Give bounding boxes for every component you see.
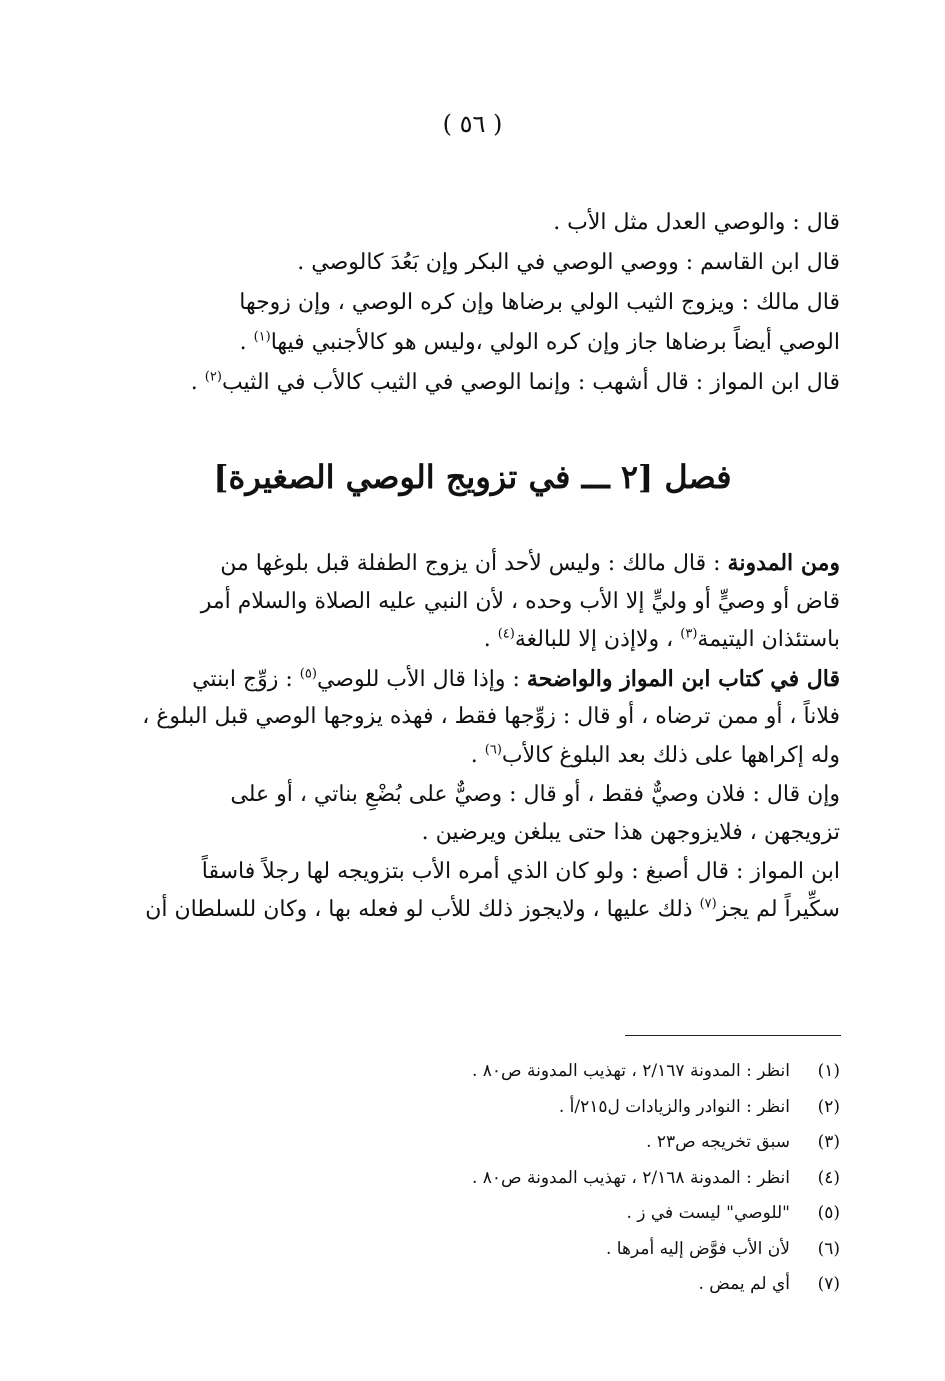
- footnote: [300, 1125, 840, 1161]
- footnote-number: (٤): [817, 1167, 840, 1188]
- body-paragraphs: [68, 544, 840, 930]
- line-tail: ذلك عليها ، ولايجوز ذلك للأب لو فعله بها ، وكان للسلطان أن: [145, 897, 700, 923]
- line-tail: .: [239, 330, 254, 355]
- footnote: [300, 1054, 840, 1090]
- footnote-ref[interactable]: (٧): [699, 897, 717, 913]
- section-heading: فصل [٢ ـــ في تزويج الوصي الصغيرة]: [213, 458, 732, 496]
- line-text: تزويجهن ، فلايزوجهن هذا حتى يبلغن ويرضين .: [421, 820, 840, 846]
- lead-phrase: قال في كتاب ابن المواز والواضحة: [526, 665, 840, 692]
- footnote-text: أي لم يمض .: [698, 1274, 790, 1294]
- footnote: [300, 1090, 840, 1126]
- text-line: [68, 283, 840, 323]
- footnote-ref[interactable]: (٦): [484, 742, 502, 758]
- line-tail: .: [483, 627, 498, 653]
- text-line: [68, 583, 840, 622]
- text-line: [68, 853, 840, 892]
- footnote-text: انظر : النوادر والزيادات ل٢١٥/أ .: [558, 1096, 790, 1117]
- text-line: [68, 891, 840, 930]
- text-line: [68, 323, 840, 363]
- text-line: [68, 660, 840, 699]
- text-line: [68, 698, 840, 737]
- text-line: [68, 814, 840, 853]
- line-text: سكِّيراً لم يجز: [716, 897, 840, 923]
- text-line: [68, 203, 840, 243]
- line-text: قال مالك : ويزوج الثيب الولي برضاها وإن كره الوصي ، وإن زوجها: [239, 290, 840, 315]
- footnote-ref[interactable]: (٥): [299, 666, 317, 682]
- text-line: [68, 621, 840, 660]
- line-text: قال ابن القاسم : ووصي الوصي في البكر وإن بَعُدَ كالوصي .: [297, 250, 840, 275]
- footnote-text: سبق تخريجه ص٢٣ .: [646, 1132, 790, 1152]
- line-text: قال ابن المواز : قال أشهب : وإنما الوصي في الثيب كالأب في الثيب: [221, 370, 840, 395]
- line-text: : وإذا قال الأب للوصي: [316, 666, 527, 692]
- intro-paragraphs: [68, 203, 840, 403]
- line-text: الوصي أيضاً برضاها جاز وإن كره الولي ،وليس هو كالأجنبي فيها: [270, 330, 840, 355]
- text-line: [68, 544, 840, 583]
- footnote-text: انظر : المدونة ٢/١٦٧ ، تهذيب المدونة ص٨٠ .: [471, 1061, 790, 1081]
- footnote-ref[interactable]: (٢): [204, 369, 222, 385]
- line-text: وله إكراهها على ذلك بعد البلوغ كالأب: [501, 742, 840, 768]
- footnote-number: (٦): [817, 1238, 840, 1259]
- line-text: قاض أو وصيٍّ أو وليٍّ إلا الأب وحده ، لأن النبي عليه الصلاة والسلام أمر: [200, 588, 840, 614]
- footnote-text: انظر : المدونة ٢/١٦٨ ، تهذيب المدونة ص٨٠ .: [471, 1167, 790, 1188]
- footnote-text: "للوصي" ليست في ز .: [626, 1203, 790, 1223]
- line-text: وإن قال : فلان وصيٌّ فقط ، أو قال : وصيٌّ على بُضْعِ بناتي ، أو على: [230, 781, 840, 807]
- line-tail: : زوِّج ابنتي: [192, 666, 300, 692]
- footnote-divider: [625, 1035, 841, 1036]
- lead-phrase: ومن المدونة: [727, 550, 840, 576]
- line-text: باستئذان اليتيمة: [697, 627, 840, 653]
- footnote-number: (٣): [817, 1132, 840, 1152]
- text-line: [68, 243, 840, 283]
- footnote-number: (٢): [817, 1096, 840, 1117]
- line-tail: ، ولاإذن إلا للبالغة: [514, 627, 681, 653]
- footnote-ref[interactable]: (٤): [497, 626, 515, 642]
- footnote-ref[interactable]: (٣): [680, 626, 698, 642]
- line-tail: .: [470, 742, 485, 768]
- footnote-number: (٥): [817, 1203, 840, 1223]
- footnote-ref[interactable]: (١): [253, 329, 271, 345]
- line-text: : قال مالك : وليس لأحد أن يزوج الطفلة قبل بلوغها من: [220, 551, 728, 576]
- line-text: ابن المواز : قال أصبغ : ولو كان الذي أمره الأب بتزويجه لها رجلاً فاسقاً: [201, 858, 840, 884]
- page-number: ( ٥٦ ): [442, 110, 503, 138]
- footnote-number: (١): [817, 1061, 840, 1081]
- text-line: [68, 776, 840, 815]
- line-text: قال : والوصي العدل مثل الأب .: [553, 210, 840, 235]
- footnote: [300, 1267, 840, 1303]
- text-line: [68, 363, 840, 403]
- footnote-number: (٧): [817, 1274, 840, 1294]
- footnotes: [300, 1054, 840, 1303]
- footnote: [300, 1196, 840, 1232]
- footnote-text: لأن الأب فوَّض إليه أمرها .: [606, 1238, 790, 1259]
- footnote: [300, 1232, 840, 1268]
- line-tail: .: [190, 370, 205, 395]
- footnote: [300, 1161, 840, 1197]
- text-line: [68, 737, 840, 776]
- line-text: فلاناً ، أو ممن ترضاه ، أو قال : زوِّجها فقط ، فهذه يزوجها الوصي قبل البلوغ ،: [142, 704, 840, 730]
